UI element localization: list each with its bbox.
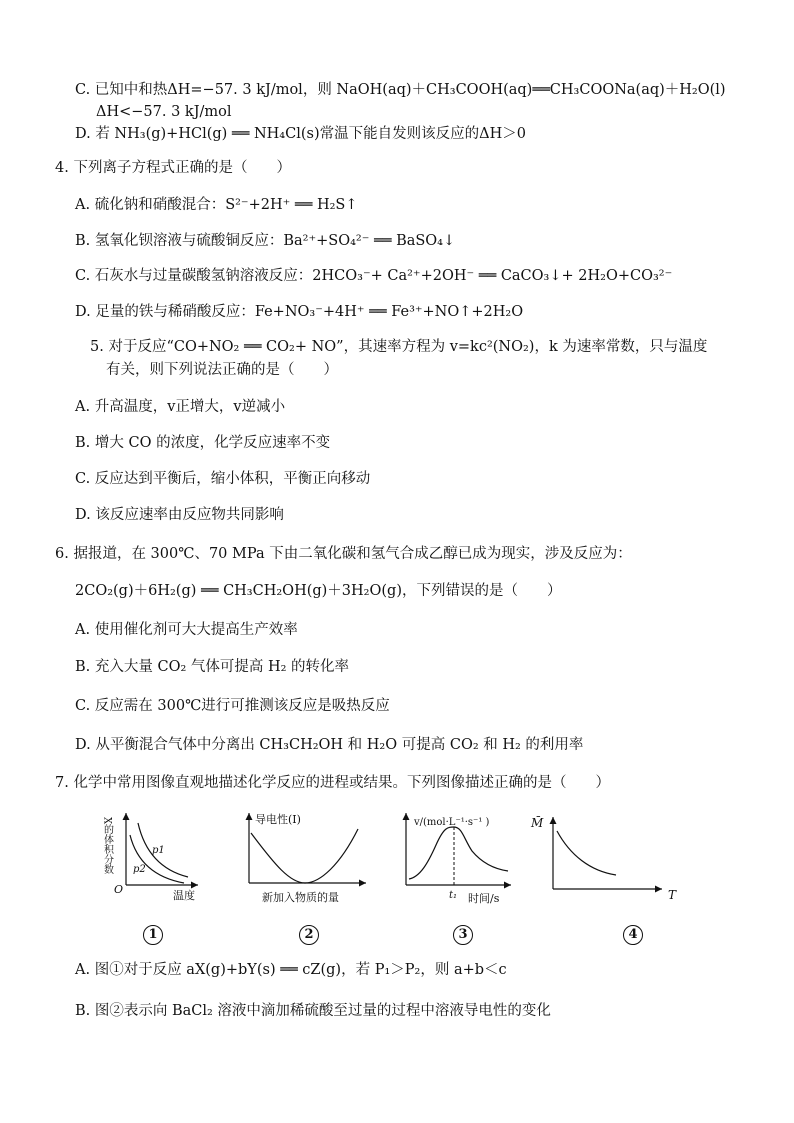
- q3-option-d: D. 若 NH₃(g)+HCl(g) ══ NH₄Cl(s)常温下能自发则该反应的ΔH＞0: [75, 126, 526, 142]
- q6-option-b: B. 充入大量 CO₂ 气体可提高 H₂ 的转化率: [75, 659, 350, 675]
- q5-stem-cont: 有关，则下列说法正确的是（ ）: [106, 362, 338, 378]
- q7-stem: 7. 化学中常用图像直观地描述化学反应的进程或结果。下列图像描述正确的是（ ）: [55, 775, 610, 791]
- fig3-ylabel: v/(mol·L⁻¹·s⁻¹ ): [414, 817, 490, 828]
- q6-option-a: A. 使用催化剂可大大提高生产效率: [75, 622, 298, 638]
- q6-equation: 2CO₂(g)＋6H₂(g) ══ CH₃CH₂OH(g)＋3H₂O(g)，下列错误的是（ ）: [75, 583, 562, 599]
- fig1-origin: O: [114, 883, 124, 896]
- fig2-ylabel: 导电性(I): [255, 813, 301, 826]
- q3-option-c: C. 已知中和热ΔH=−57. 3 kJ/mol，则 NaOH(aq)＋CH₃COOH(aq)══CH₃COONa(aq)＋H₂O(l): [75, 82, 726, 98]
- q4-option-a: A. 硫化钠和硝酸混合：S²⁻+2H⁺ ══ H₂S↑: [75, 197, 358, 213]
- q5-option-a: A. 升高温度，v正增大，v逆减小: [75, 399, 286, 415]
- q6-option-d: D. 从平衡混合气体中分离出 CH₃CH₂OH 和 H₂O 可提高 CO₂ 和 H₂ 的利用率: [75, 737, 584, 753]
- fig1-ylabel: X的体积分数: [101, 817, 113, 875]
- q5-stem: 5. 对于反应“CO+NO₂ ══ CO₂+ NO”，其速率方程为 v=kc²(NO₂)，k 为速率常数，只与温度: [90, 339, 708, 355]
- figure-3-number: 3: [453, 925, 473, 945]
- q5-option-c: C. 反应达到平衡后，缩小体积，平衡正向移动: [75, 471, 371, 487]
- q6-stem: 6. 据报道，在 300℃、70 MPa 下由二氧化碳和氢气合成乙醇已成为现实，涉及反应为：: [55, 546, 632, 562]
- figure-4-number: 4: [623, 925, 643, 945]
- figure-4: [530, 815, 677, 902]
- fig4-curve: [557, 831, 616, 875]
- figure-1: [102, 813, 199, 902]
- q7-option-a: A. 图①对于反应 aX(g)+bY(s) ══ cZ(g)，若 P₁＞P₂，则 a+b＜c: [75, 962, 507, 978]
- q4-option-b: B. 氢氧化钡溶液与硫酸铜反应：Ba²⁺+SO₄²⁻ ══ BaSO₄↓: [75, 233, 456, 249]
- q6-option-c: C. 反应需在 300℃进行可推测该反应是吸热反应: [75, 698, 390, 714]
- q4-option-c: C. 石灰水与过量碳酸氢钠溶液反应：2HCO₃⁻+ Ca²⁺+2OH⁻ ══ CaCO₃↓+ 2H₂O+CO₃²⁻: [75, 268, 673, 284]
- fig1-xlabel: 温度: [173, 889, 195, 902]
- fig3-xlabel: 时间/s: [468, 892, 500, 905]
- figure-1-number: 1: [143, 925, 163, 945]
- q4-option-d: D. 足量的铁与稀硝酸反应：Fe+NO₃⁻+4H⁺ ══ Fe³⁺+NO↑+2H₂O: [75, 304, 524, 320]
- q5-option-b: B. 增大 CO 的浓度，化学反应速率不变: [75, 435, 331, 451]
- q5-option-d: D. 该反应速率由反应物共同影响: [75, 507, 284, 523]
- q7-option-b: B. 图②表示向 BaCl₂ 溶液中滴加稀硫酸至过量的过程中溶液导电性的变化: [75, 1003, 551, 1019]
- figure-2-number: 2: [299, 925, 319, 945]
- figure-2: [249, 812, 366, 904]
- fig2-xlabel: 新加入物质的量: [262, 891, 339, 904]
- fig1-curve1-label: p1: [152, 845, 165, 856]
- q3-option-c-cont: ΔH<−57. 3 kJ/mol: [96, 104, 232, 120]
- q7-figures: [0, 805, 794, 955]
- fig4-xlabel: T: [668, 888, 677, 902]
- fig4-ylabel: M̄: [531, 816, 544, 830]
- fig1-curve2-label: p2: [133, 864, 146, 875]
- fig3-tick: t₁: [449, 890, 458, 901]
- fig1-curve-p2: [130, 835, 184, 883]
- fig2-curve: [251, 829, 358, 883]
- fig3-curve: [409, 827, 508, 879]
- figure-3: [406, 813, 511, 905]
- q4-stem: 4. 下列离子方程式正确的是（ ）: [55, 160, 291, 176]
